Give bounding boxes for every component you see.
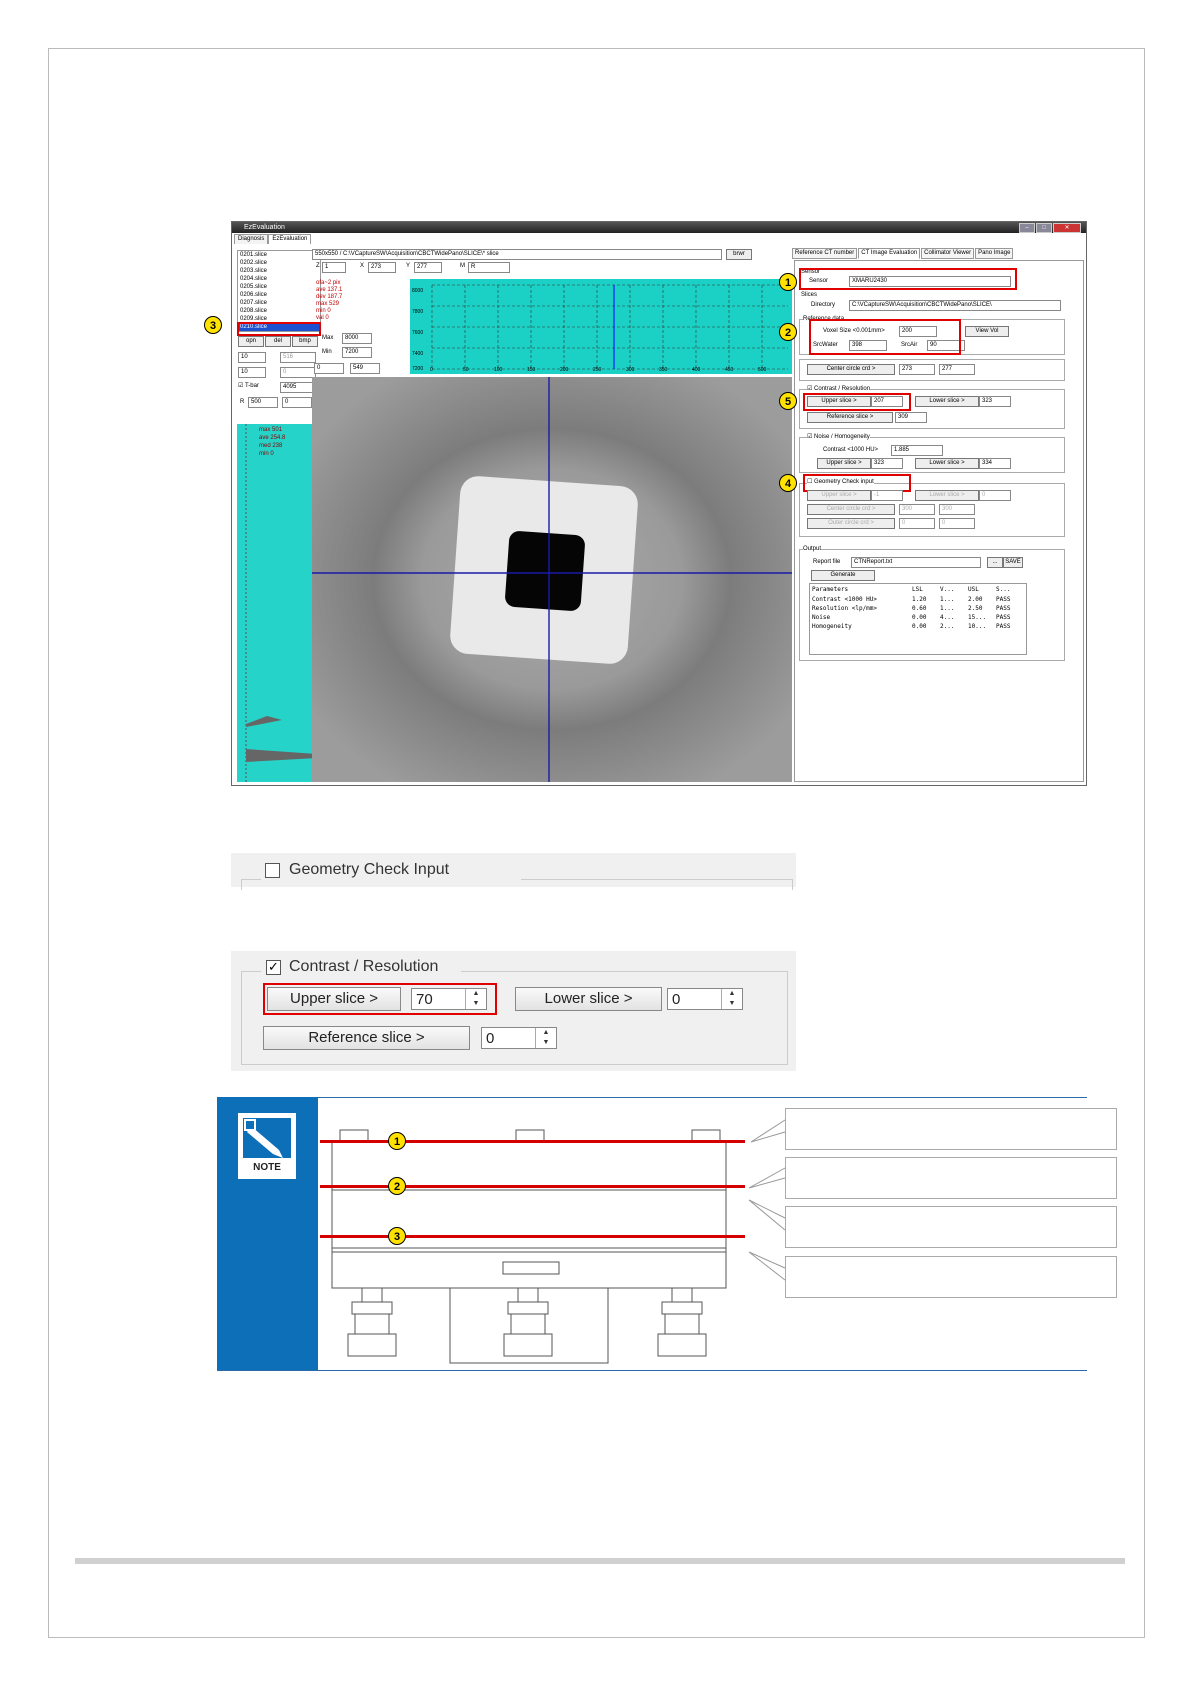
- footer-rule: [75, 1558, 1125, 1564]
- srcair-field[interactable]: 90: [927, 340, 965, 351]
- phantom-drawing: [320, 1120, 740, 1370]
- save-button[interactable]: SAVE: [1003, 557, 1023, 568]
- center-x-field[interactable]: 273: [899, 364, 935, 375]
- tab-collimator-viewer[interactable]: Collimator Viewer: [921, 248, 974, 259]
- marker-line-2: [320, 1185, 745, 1188]
- tbar-label: T-bar: [244, 383, 259, 389]
- reference-spin-arrows[interactable]: ▲ ▼: [535, 1028, 556, 1048]
- right-tabs: [792, 248, 1082, 259]
- plot-x-tick: 400: [692, 367, 701, 373]
- reference-slice-field[interactable]: 309: [895, 412, 927, 423]
- path-dropdown[interactable]: 550x550 / C:\VCaptureSW\Acquisition\CBCTWidePano\SLICE\* slice: [312, 249, 722, 260]
- plot-x-tick: 200: [560, 367, 569, 373]
- slices-group-label: Slices: [801, 292, 818, 298]
- srcwater-label: SrcWater: [813, 342, 838, 348]
- center-y-field[interactable]: 277: [939, 364, 975, 375]
- plot-x-tick: 350: [659, 367, 668, 373]
- histo-ave-label: ave: [259, 435, 269, 441]
- voxel-size-label: Voxel Size <0.001mm>: [823, 328, 885, 334]
- report-file-label: Report file: [813, 559, 841, 565]
- ct-slice-image[interactable]: [312, 377, 792, 782]
- noise-lower-slice-field[interactable]: 334: [979, 458, 1011, 469]
- callout-box-1: [785, 1108, 1117, 1150]
- profile-plot-svg: [410, 279, 792, 374]
- profile-plot: [410, 279, 792, 374]
- plot-y-tick: 8000: [412, 288, 424, 294]
- m-label: M: [460, 263, 465, 269]
- plot-x-tick: 100: [494, 367, 503, 373]
- stats-dev: dev 187.7: [316, 294, 343, 300]
- range-b-field[interactable]: 549: [350, 363, 380, 374]
- snippet-reference-slice-field[interactable]: 0: [481, 1027, 557, 1049]
- max-field[interactable]: 8000: [342, 333, 372, 344]
- upper-spin-arrows[interactable]: ▲ ▼: [465, 989, 486, 1009]
- upper-slice-button[interactable]: Upper slice >: [807, 396, 871, 407]
- delete-button[interactable]: del: [265, 336, 291, 347]
- upper-slice-field[interactable]: 207: [871, 396, 903, 407]
- ct-image-evaluation-panel: [784, 260, 1084, 782]
- table-cell: 15...: [968, 614, 987, 621]
- callout-pointers: [745, 1100, 787, 1300]
- highlight-box-5: [803, 393, 911, 411]
- tab-pano-image[interactable]: Pano Image: [975, 248, 1013, 259]
- report-browse-button[interactable]: ...: [987, 557, 1003, 568]
- ezevaluation-window: [209, 221, 1087, 786]
- table-cell: Homogeneity: [812, 623, 852, 630]
- table-cell: Resolution <lp/mm>: [812, 605, 878, 612]
- list-item[interactable]: 0204.slice: [240, 276, 268, 282]
- geometry-upper-slice-field[interactable]: -1: [871, 490, 903, 501]
- table-cell: 2...: [940, 623, 955, 630]
- r-value-2[interactable]: 0: [282, 397, 312, 408]
- snippet-upper-slice-button[interactable]: Upper slice >: [267, 987, 401, 1011]
- y-field[interactable]: 277: [414, 262, 442, 273]
- plot-x-tick: 500: [758, 367, 767, 373]
- histo-min-label: min: [259, 451, 269, 457]
- noise-lower-slice-button[interactable]: Lower slice >: [915, 458, 979, 469]
- callout-box-2: [785, 1157, 1117, 1199]
- table-cell: 4...: [940, 614, 955, 621]
- plot-y-tick: 7400: [412, 351, 424, 357]
- plot-x-tick: 250: [593, 367, 602, 373]
- marker-badge-1: 1: [779, 273, 797, 291]
- table-cell: PASS: [996, 614, 1011, 621]
- window-title: EzEvaluation: [244, 224, 285, 231]
- value-field-3[interactable]: 10: [238, 367, 266, 378]
- snippet-lower-slice-field[interactable]: 0: [667, 988, 743, 1010]
- maximize-button[interactable]: □: [1036, 223, 1052, 233]
- plot-y-tick: 7800: [412, 309, 424, 315]
- value-field-2[interactable]: 516: [280, 352, 316, 363]
- tab-reference-ct-number[interactable]: Reference CT number: [792, 248, 857, 259]
- noise-upper-slice-field[interactable]: 323: [871, 458, 903, 469]
- list-item[interactable]: 0201.slice: [240, 252, 268, 258]
- sensor-select[interactable]: XMARU2430: [849, 276, 1011, 287]
- plot-x-tick: 450: [725, 367, 734, 373]
- geometry-center-button[interactable]: Center circle crd >: [807, 504, 895, 515]
- center-circle-button[interactable]: Center circle crd >: [807, 364, 895, 375]
- x-label: X: [360, 263, 365, 269]
- callout-box-4: [785, 1256, 1117, 1298]
- voxel-size-field[interactable]: 200: [899, 326, 937, 337]
- stats-line: ofa~2 pix: [316, 280, 341, 286]
- note-label: NOTE: [253, 1162, 281, 1173]
- minimize-button[interactable]: –: [1019, 223, 1035, 233]
- table-cell: 1.20: [912, 596, 927, 603]
- z-field[interactable]: 1: [322, 262, 346, 273]
- histogram-panel: [237, 424, 319, 782]
- note-pencil-icon: [238, 1113, 296, 1179]
- z-label: Z: [316, 263, 320, 269]
- ct-slice-svg: [312, 377, 792, 782]
- geometry-lower-slice-field[interactable]: 0: [979, 490, 1011, 501]
- histo-max-label: max: [259, 427, 271, 433]
- list-item-selected[interactable]: 0210.slice: [238, 323, 320, 331]
- geometry-outer-x[interactable]: 0: [899, 518, 935, 529]
- table-cell: PASS: [996, 596, 1011, 603]
- plot-x-tick: 50: [463, 367, 469, 373]
- results-header: Parameters: [812, 586, 849, 593]
- open-button[interactable]: opn: [238, 336, 264, 347]
- contrast-label: Contrast / Resolution: [814, 386, 871, 392]
- sensor-label: Sensor: [809, 278, 829, 284]
- stats-min: min 0: [316, 308, 331, 314]
- bmp-button[interactable]: bmp: [292, 336, 318, 347]
- srcwater-field[interactable]: 398: [849, 340, 887, 351]
- results-table: [809, 583, 1027, 655]
- plot-x-tick: 0: [430, 367, 433, 373]
- marker-badge-4: 4: [779, 474, 797, 492]
- close-button[interactable]: ✕: [1053, 223, 1081, 233]
- geometry-label: Geometry Check input: [814, 479, 874, 485]
- table-cell: 10...: [968, 623, 987, 630]
- table-cell: 1...: [940, 605, 955, 612]
- stats-max: max 529: [316, 301, 340, 307]
- contrast-resolution-label: Contrast / Resolution: [289, 958, 439, 975]
- histo-max: 501: [272, 427, 283, 433]
- histo-med: 238: [272, 443, 283, 449]
- note-top-rule: [217, 1097, 1087, 1098]
- marker-line-1: [320, 1140, 745, 1143]
- tbar-checkbox[interactable]: ☑ T-bar: [238, 383, 259, 389]
- min-field[interactable]: 7200: [342, 347, 372, 358]
- marker-badge-2: 2: [779, 323, 797, 341]
- title-bar: [232, 222, 1086, 233]
- table-cell: 2.50: [968, 605, 983, 612]
- marker-line-3: [320, 1235, 745, 1238]
- list-item[interactable]: 0208.slice: [240, 308, 268, 314]
- plot-x-tick: 150: [527, 367, 536, 373]
- lower-spin-arrows[interactable]: ▲ ▼: [721, 989, 742, 1009]
- geometry-lower-slice-button[interactable]: Lower slice >: [915, 490, 979, 501]
- lower-slice-field[interactable]: 323: [979, 396, 1011, 407]
- table-cell: PASS: [996, 605, 1011, 612]
- noise-label: Noise / Homogeneity: [814, 434, 870, 440]
- contrast-check-checkbox[interactable]: ✓: [266, 960, 281, 975]
- m-select[interactable]: R: [468, 262, 510, 273]
- contrast-checkbox[interactable]: ☑ Contrast / Resolution: [807, 386, 871, 392]
- stats-val: val 0: [316, 315, 329, 321]
- report-file-field[interactable]: CTNReport.txt: [851, 557, 981, 568]
- slice-file-list[interactable]: [237, 250, 321, 332]
- contrast-hu-field[interactable]: 1.885: [891, 445, 943, 456]
- pencil-icon: [239, 1114, 295, 1162]
- geometry-center-y[interactable]: 300: [939, 504, 975, 515]
- value-field-4[interactable]: 0: [280, 367, 316, 378]
- table-cell: 0.00: [912, 614, 927, 621]
- geometry-check-label: Geometry Check Input: [289, 861, 450, 878]
- results-header: S...: [996, 586, 1011, 593]
- y-label: Y: [406, 263, 411, 269]
- geometry-outer-button[interactable]: Outer circle crd >: [807, 518, 895, 529]
- list-item[interactable]: 0207.slice: [240, 300, 268, 306]
- sensor-group-label: Sensor: [801, 269, 821, 275]
- range-a-field[interactable]: 0: [314, 363, 344, 374]
- list-item[interactable]: 0206.slice: [240, 292, 268, 298]
- view-vol-button[interactable]: View Vol: [965, 326, 1009, 337]
- plot-x-tick: 300: [626, 367, 635, 373]
- results-header: USL: [968, 586, 979, 593]
- snippet-upper-slice-field[interactable]: 70: [411, 988, 487, 1010]
- geometry-upper-slice-button[interactable]: Upper slice >: [807, 490, 871, 501]
- note-marker-badge-3: 3: [388, 1227, 406, 1245]
- plot-y-tick: 7200: [412, 366, 424, 372]
- noise-checkbox[interactable]: ☑ Noise / Homogeneity: [807, 434, 870, 440]
- value-field-1[interactable]: 10: [238, 352, 266, 363]
- contrast-hu-label: Contrast <1000 HU>: [823, 447, 879, 453]
- geometry-outer-y[interactable]: 0: [939, 518, 975, 529]
- results-header: LSL: [912, 586, 923, 593]
- table-cell: 0.00: [912, 623, 927, 630]
- highlight-box-2: [809, 319, 961, 355]
- geometry-checkbox[interactable]: ☐ Geometry Check input: [807, 479, 874, 485]
- directory-label: Directory: [811, 302, 836, 308]
- tab-diagnosis[interactable]: Diagnosis: [234, 234, 268, 244]
- stats-readout: [316, 280, 342, 322]
- noise-upper-slice-button[interactable]: Upper slice >: [817, 458, 871, 469]
- table-cell: 2.00: [968, 596, 983, 603]
- results-header: V...: [940, 586, 955, 593]
- histo-med-label: med: [259, 443, 271, 449]
- histogram-graphic: [237, 424, 319, 782]
- note-bottom-rule: [217, 1370, 1087, 1371]
- r-value[interactable]: 500: [248, 397, 278, 408]
- plot-y-ticks: [412, 281, 423, 365]
- tbar-value[interactable]: 4095: [280, 382, 316, 393]
- lower-slice-button[interactable]: Lower slice >: [915, 396, 979, 407]
- stats-ave: ave 137.1: [316, 287, 343, 293]
- table-cell: Contrast <1000 HU>: [812, 596, 878, 603]
- reference-data-label: Reference data: [803, 316, 845, 322]
- list-item[interactable]: 0209.slice: [240, 316, 268, 322]
- highlight-box-1: [799, 268, 1017, 290]
- callout-box-3: [785, 1206, 1117, 1248]
- geometry-center-x[interactable]: 300: [899, 504, 935, 515]
- directory-field[interactable]: C:\VCaptureSW\Acquisition\CBCTWidePano\SLICE\: [849, 300, 1061, 311]
- snippet-highlight-box: [263, 983, 497, 1015]
- snippet-lower-slice-button[interactable]: Lower slice >: [515, 987, 662, 1011]
- histo-min: 0: [270, 451, 274, 457]
- table-cell: Noise: [812, 614, 831, 621]
- plot-y-tick: 7600: [412, 330, 424, 336]
- marker-badge-5: 5: [779, 392, 797, 410]
- geometry-check-checkbox[interactable]: [265, 863, 280, 878]
- note-marker-badge-2: 2: [388, 1177, 406, 1195]
- left-tabs: [234, 234, 311, 244]
- histo-ave: 254.8: [270, 435, 286, 441]
- list-item[interactable]: 0205.slice: [240, 284, 268, 290]
- srcair-label: SrcAir: [901, 342, 918, 348]
- generate-button[interactable]: Generate: [811, 570, 875, 581]
- geometry-check-snippet: [231, 853, 796, 887]
- min-label: Min: [322, 349, 332, 355]
- list-item[interactable]: 0203.slice: [240, 268, 268, 274]
- list-item[interactable]: 0202.slice: [240, 260, 268, 266]
- reference-slice-button[interactable]: Reference slice >: [807, 412, 893, 423]
- max-label: Max: [322, 335, 334, 341]
- contrast-resolution-snippet: [231, 951, 796, 1071]
- tab-ct-image-evaluation[interactable]: CT Image Evaluation: [858, 248, 920, 259]
- r-label: R: [240, 399, 245, 405]
- output-label: Output: [803, 546, 822, 552]
- table-cell: 1...: [940, 596, 955, 603]
- browse-button[interactable]: brwr: [726, 249, 752, 260]
- x-field[interactable]: 273: [368, 262, 396, 273]
- highlight-box-3: [237, 322, 321, 336]
- table-cell: PASS: [996, 623, 1011, 630]
- snippet-reference-slice-button[interactable]: Reference slice >: [263, 1026, 470, 1050]
- note-marker-badge-1: 1: [388, 1132, 406, 1150]
- table-cell: 0.60: [912, 605, 927, 612]
- tab-ezevaluation[interactable]: EzEvaluation: [268, 234, 311, 244]
- marker-badge-3: 3: [204, 316, 222, 334]
